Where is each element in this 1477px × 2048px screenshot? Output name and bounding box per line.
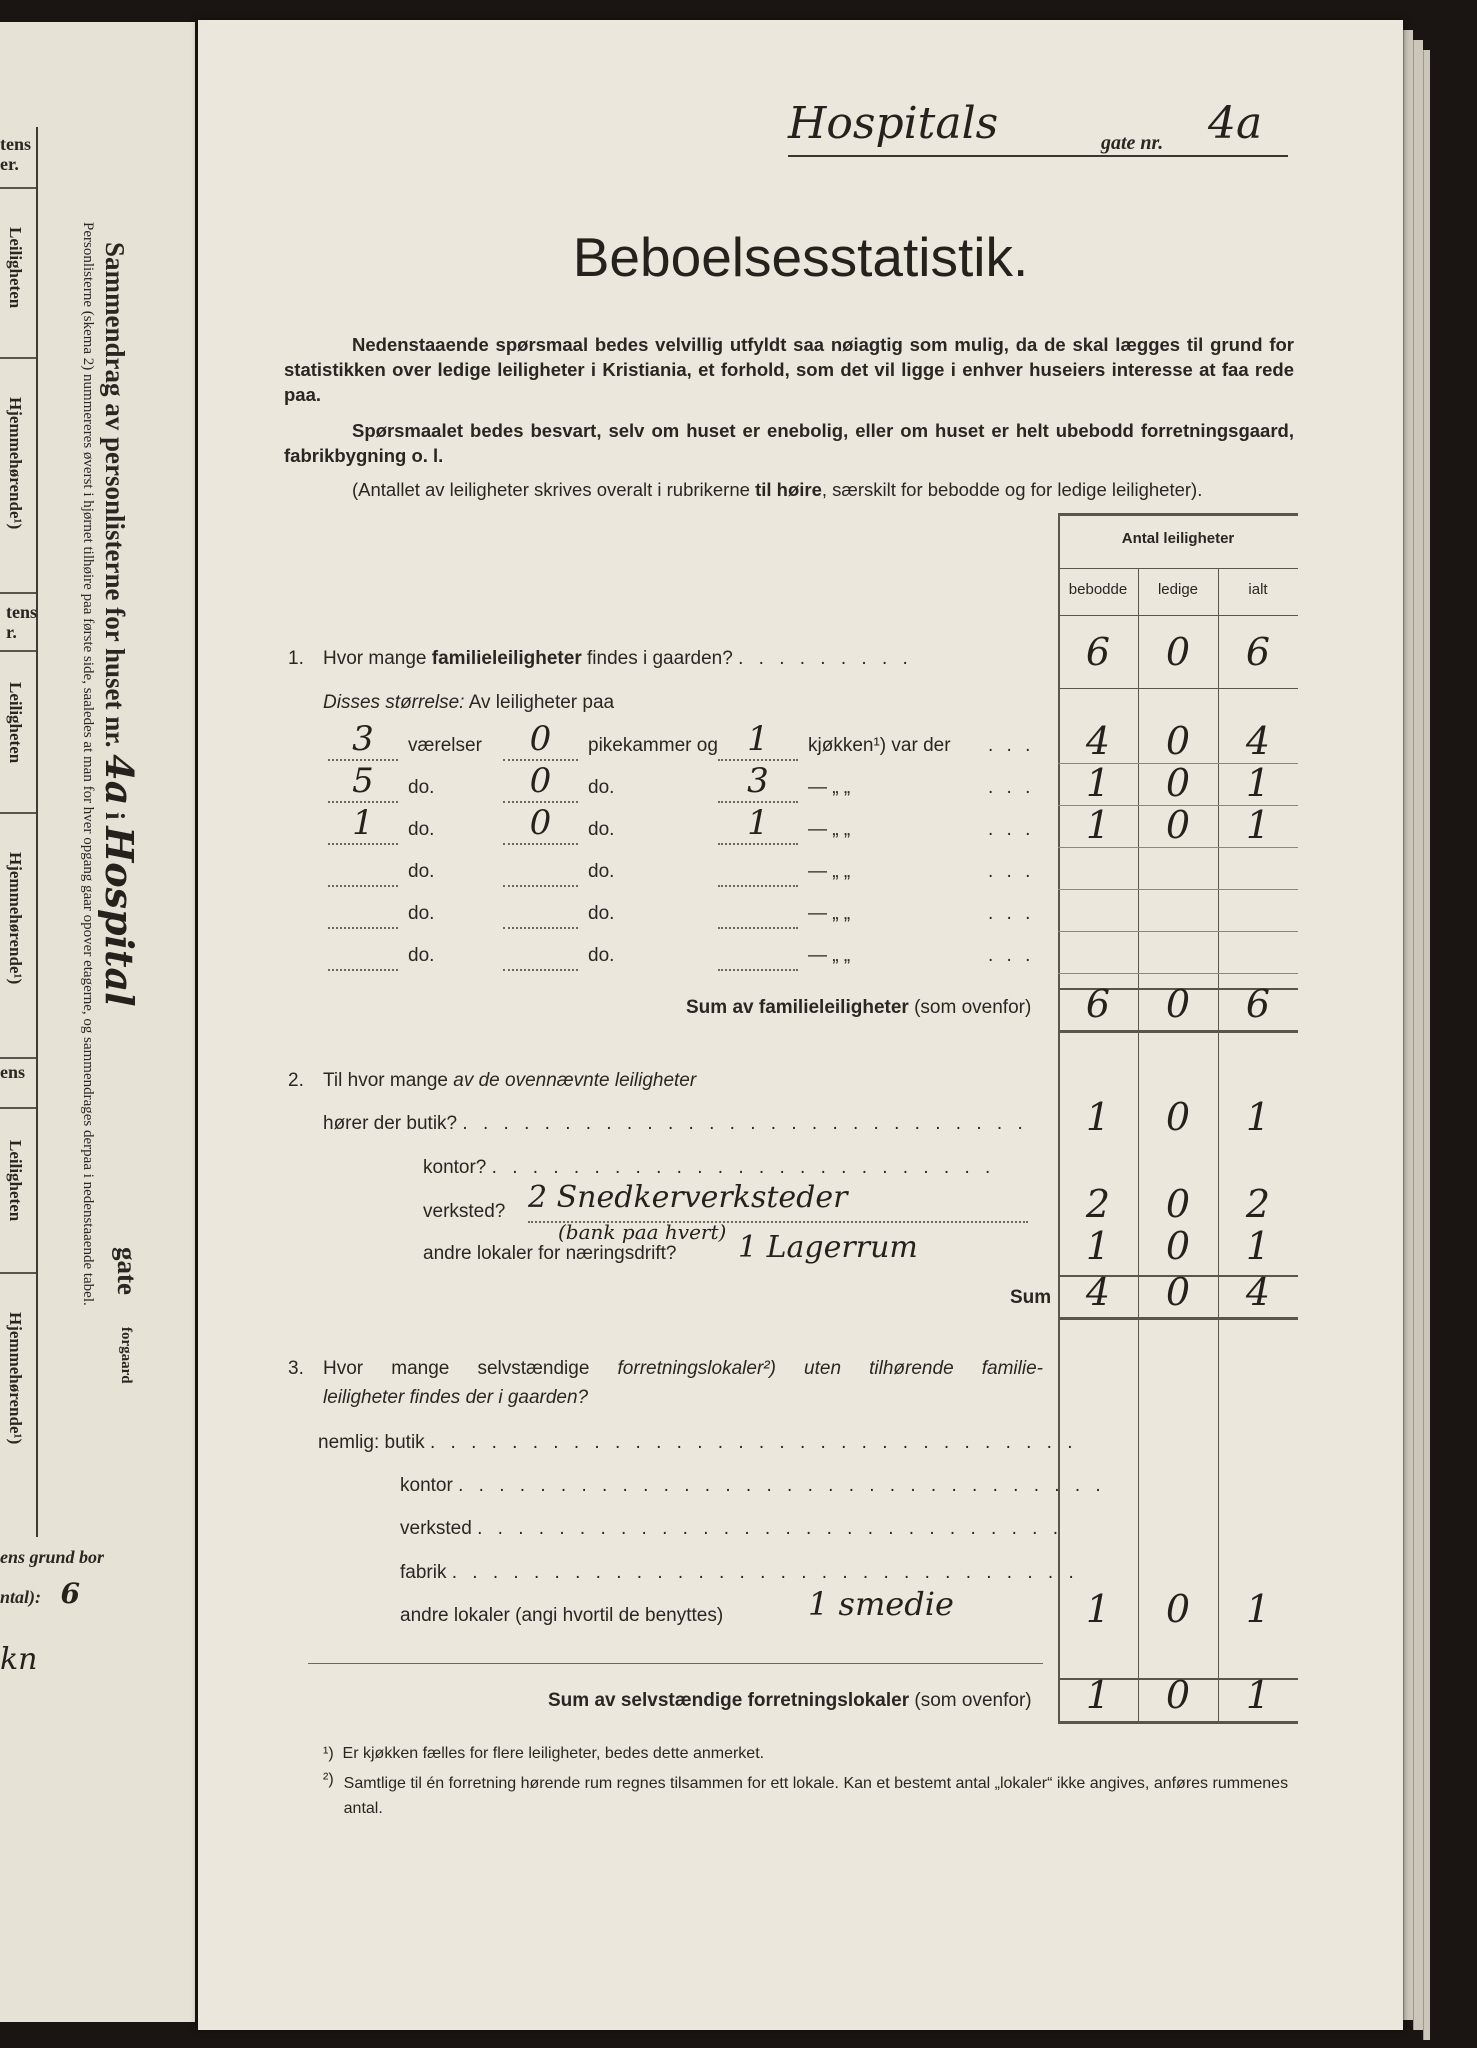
- summary-forgaard: forgaard: [118, 1327, 134, 1384]
- q1-sum-ialt: 6: [1245, 982, 1271, 1026]
- size-row-bebodde: 4: [1085, 719, 1111, 763]
- size-row-ledige: 0: [1165, 803, 1191, 847]
- sum-bottom-line: [1058, 1721, 1298, 1724]
- footnote-1: ¹) Er kjøkken fælles for flere leiligheter, bedes dette anmerket.: [323, 1745, 765, 1762]
- size-row-kjokken-value: 1: [718, 803, 798, 845]
- size-row-kjokken-value: [718, 845, 798, 887]
- q2-verksted-bebodde: 2: [1085, 1182, 1111, 1226]
- q3-andre-hand: 1 smedie: [808, 1585, 954, 1623]
- q3-sum-ledige: 0: [1165, 1673, 1191, 1717]
- size-row-vaerelser-label: do.: [408, 777, 435, 798]
- header-divider: [1058, 615, 1298, 616]
- size-row-vaerelser-label: do.: [408, 861, 435, 882]
- q1-ialt: 6: [1245, 630, 1271, 674]
- q2-verksted-ialt: 2: [1245, 1182, 1271, 1226]
- row-divider: [1058, 688, 1298, 689]
- size-row-kjokken-value: [718, 929, 798, 971]
- q2-andre-ledige: 0: [1165, 1224, 1191, 1268]
- size-row-pikekammer-label: do.: [588, 945, 615, 966]
- q2-butik-bebodde: 1: [1085, 1095, 1111, 1139]
- q2-andre-hand: 1 Lagerrum: [738, 1230, 918, 1265]
- size-row-vaerelser-value: 5: [328, 761, 398, 803]
- col-header-bebodde: bebodde: [1068, 581, 1128, 598]
- col3-header: tens r.: [6, 602, 37, 642]
- divider: [0, 1272, 36, 1274]
- summary-note: Personlisterne (skema 2) nummereres øverst i hjørnet tilhøire paa første side, saaledes at man for hver opgang gaar opover etagerne, og sammendrages derpaa i nedenstaaende tabel.: [80, 222, 96, 1306]
- col-divider: [1138, 568, 1139, 1723]
- size-row-pikekammer-value: [503, 845, 578, 887]
- summary-gate: gate: [112, 1247, 142, 1295]
- q1-sum-bebodde: 6: [1085, 982, 1111, 1026]
- left-page-border: [36, 127, 38, 1537]
- col-header-ialt: ialt: [1248, 581, 1268, 598]
- q2-verksted-hand: 2 Snedkerverksteder: [528, 1180, 848, 1215]
- col-divider: [1218, 568, 1219, 1723]
- intro-p1: Nedenstaaende spørsmaal bedes velvillig utfyldt saa nøiagtig som mulig, da de skal lægges til grund for statistikken over ledige leiligheter i Kristiania, et forhold, som det vil ligge i enhver huseiers interesse at faa rede paa.: [284, 334, 1294, 405]
- page-edge: [1423, 50, 1430, 2040]
- footnote-2: ²) Samtlige til én forretning hørende rum regnes tilsammen for ett lokale. Kan et bestemt antal „lokaler“ ikke angives, anføres rummenes antal.: [323, 1771, 1289, 1817]
- size-row-dots: . . .: [988, 945, 1035, 966]
- size-row-kjokken-value: [718, 887, 798, 929]
- row-divider: [1058, 889, 1298, 890]
- size-row-dots: . . .: [988, 777, 1035, 798]
- q3-fabrik-label: fabrik . . . . . . . . . . . . . . . . . . . . . . . . . . . . . . .: [400, 1562, 1079, 1583]
- size-row-vaerelser-label: do.: [408, 945, 435, 966]
- size-row-vaerelser-value: 3: [328, 719, 398, 761]
- q2-butik-ialt: 1: [1245, 1095, 1271, 1139]
- q1-sum-ledige: 0: [1165, 982, 1191, 1026]
- q2-sum-ialt: 4: [1245, 1270, 1271, 1314]
- table-top-border: [1058, 513, 1298, 516]
- size-row-vaerelser-value: [328, 845, 398, 887]
- q3-sum-label: Sum av selvstændige forretningslokaler (som ovenfor): [548, 1690, 1032, 1711]
- q3-butik-label: nemlig: butik . . . . . . . . . . . . . . . . . . . . . . . . . . . . . . . .: [318, 1432, 1078, 1453]
- size-row-kjokken-label: — „ „: [808, 819, 851, 840]
- divider: [0, 812, 36, 814]
- grund-label-2: ntal): 6: [0, 1577, 80, 1610]
- q2-andre-label: andre lokaler for næringsdrift?: [423, 1243, 677, 1264]
- size-row-pikekammer-label: do.: [588, 819, 615, 840]
- col3-label: Leiligheten: [6, 682, 25, 764]
- size-row-ledige: 0: [1165, 761, 1191, 805]
- size-row-kjokken-label: — „ „: [808, 945, 851, 966]
- size-row-kjokken-label: — „ „: [808, 903, 851, 924]
- size-row-vaerelser-label: do.: [408, 903, 435, 924]
- size-row-bebodde: 1: [1085, 803, 1111, 847]
- size-row-pikekammer-label: do.: [588, 903, 615, 924]
- intro-p2: Spørsmaalet bedes besvart, selv om huset er enebolig, eller om huset er helt ubebodd forretningsgaard, fabrikbygning o. l.: [284, 420, 1294, 466]
- size-row-ialt: 1: [1245, 803, 1271, 847]
- q2-verksted-label: verksted?: [423, 1201, 506, 1222]
- col6-label: Hjemmehørende¹): [6, 1312, 25, 1445]
- form-page: [198, 20, 1403, 2030]
- q1-number: 1.: [288, 648, 304, 669]
- q2-text: Til hvor mange av de ovennævnte leiligheter: [323, 1070, 697, 1091]
- col2-label: Hjemmehørende¹): [6, 397, 25, 530]
- q3-sum-bebodde: 1: [1085, 1673, 1111, 1717]
- q3-sum-ialt: 1: [1245, 1673, 1271, 1717]
- divider: [0, 357, 36, 359]
- size-row-kjokken-label: — „ „: [808, 777, 851, 798]
- q3-andre-bebodde: 1: [1085, 1587, 1111, 1631]
- q3-text-line1: Hvor mange selvstændige forretningslokaler²) uten tilhørende familie-: [323, 1358, 1043, 1379]
- q2-sum-label: Sum: [1010, 1287, 1052, 1308]
- summary-title: Sammendrag av personlisterne for huset nr. 4a i Hospital: [97, 242, 142, 1007]
- col1-label: Leiligheten: [6, 227, 25, 309]
- divider: [0, 650, 36, 652]
- size-row-vaerelser-value: 1: [328, 803, 398, 845]
- col5-label: Leiligheten: [6, 1140, 25, 1222]
- q3-text-line2: leiligheter findes der i gaarden?: [323, 1387, 589, 1408]
- page-edge: [1403, 30, 1413, 2020]
- q3-kontor-label: kontor . . . . . . . . . . . . . . . . . . . . . . . . . . . . . . . .: [400, 1475, 1106, 1496]
- size-row-dots: . . .: [988, 903, 1035, 924]
- size-row-dots: . . .: [988, 819, 1035, 840]
- col1-header: tens er.: [0, 134, 31, 174]
- divider: [0, 187, 36, 189]
- size-row-vaerelser-value: [328, 887, 398, 929]
- q2-butik-ledige: 0: [1165, 1095, 1191, 1139]
- q1-sizes-label: Disses størrelse: Av leiligheter paa: [323, 692, 615, 713]
- sum-bottom-line: [1058, 1030, 1298, 1033]
- row-divider: [1058, 847, 1298, 848]
- grund-label-1: ens grund bor: [0, 1547, 105, 1567]
- size-row-ledige: 0: [1165, 719, 1191, 763]
- size-row-bebodde: 1: [1085, 761, 1111, 805]
- table-group-header: Antal leiligheter: [1121, 530, 1235, 547]
- q3-andre-ialt: 1: [1245, 1587, 1271, 1631]
- q1-bebodde: 6: [1085, 630, 1111, 674]
- q3-blank-line: [308, 1663, 1043, 1664]
- size-row-kjokken-label: — „ „: [808, 861, 851, 882]
- size-row-pikekammer-value: [503, 887, 578, 929]
- q1-text: Hvor mange familieleiligheter findes i gaarden? . . . . . . . . .: [323, 648, 913, 669]
- q3-number: 3.: [288, 1358, 304, 1379]
- size-row-vaerelser-value: [328, 929, 398, 971]
- size-row-kjokken-label: kjøkken¹) var der: [808, 735, 951, 756]
- row-divider: [1058, 973, 1298, 974]
- q2-sum-bebodde: 4: [1085, 1270, 1111, 1314]
- header-divider: [1058, 568, 1298, 569]
- size-row-vaerelser-label: værelser: [408, 735, 482, 756]
- size-row-pikekammer-value: [503, 929, 578, 971]
- q3-andre-label: andre lokaler (angi hvortil de benyttes): [400, 1605, 724, 1626]
- table-left-border: [1058, 513, 1060, 1723]
- street-name: Hospitals: [788, 98, 999, 149]
- q2-andre-hand-top: (bank paa hvert): [558, 1220, 727, 1244]
- col4-label: Hjemmehørende¹): [6, 852, 25, 985]
- gate-nr-label: gate nr.: [1101, 132, 1164, 154]
- size-row-vaerelser-label: do.: [408, 819, 435, 840]
- divider: [0, 592, 36, 594]
- divider: [0, 1107, 36, 1109]
- house-number: 4a: [1208, 98, 1263, 149]
- size-row-pikekammer-value: 0: [503, 761, 578, 803]
- q2-verksted-ledige: 0: [1165, 1182, 1191, 1226]
- q3-verksted-label: verksted . . . . . . . . . . . . . . . . . . . . . . . . . . . . .: [400, 1518, 1063, 1539]
- col5-header: ens: [0, 1062, 26, 1082]
- street-underline: [788, 155, 1288, 157]
- size-row-pikekammer-label: do.: [588, 777, 615, 798]
- col-header-ledige: ledige: [1157, 581, 1199, 598]
- q2-andre-bebodde: 1: [1085, 1224, 1111, 1268]
- q3-andre-ledige: 0: [1165, 1587, 1191, 1631]
- sum-bottom-line: [1058, 1317, 1298, 1320]
- bottom-scrawl: kn: [0, 1642, 38, 1677]
- size-row-dots: . . .: [988, 861, 1035, 882]
- q2-sum-ledige: 0: [1165, 1270, 1191, 1314]
- q1-ledige: 0: [1165, 630, 1191, 674]
- intro-p3: (Antallet av leiligheter skrives overalt i rubrikerne til høire, særskilt for bebodde og for ledige leiligheter).: [352, 479, 1203, 500]
- q1-sum-label: Sum av familieleiligheter (som ovenfor): [686, 997, 1032, 1018]
- size-row-kjokken-value: 3: [718, 761, 798, 803]
- size-row-ialt: 1: [1245, 761, 1271, 805]
- left-page: [0, 22, 195, 2022]
- size-row-pikekammer-value: 0: [503, 719, 578, 761]
- q2-kontor-label: kontor? . . . . . . . . . . . . . . . . . . . . . . . . .: [423, 1157, 996, 1178]
- page-title: Beboelsesstatistik.: [572, 226, 1029, 288]
- row-divider: [1058, 931, 1298, 932]
- size-row-kjokken-value: 1: [718, 719, 798, 761]
- size-row-ialt: 4: [1245, 719, 1271, 763]
- size-row-pikekammer-label: do.: [588, 861, 615, 882]
- size-row-dots: . . .: [988, 735, 1035, 756]
- divider: [0, 1057, 36, 1059]
- q2-andre-ialt: 1: [1245, 1224, 1271, 1268]
- page-edge: [1413, 40, 1423, 2030]
- size-row-pikekammer-value: 0: [503, 803, 578, 845]
- q2-butik-label: hører der butik? . . . . . . . . . . . . . . . . . . . . . . . . . . . .: [323, 1113, 1028, 1134]
- size-row-pikekammer-label: pikekammer og: [588, 735, 718, 756]
- q2-number: 2.: [288, 1070, 304, 1091]
